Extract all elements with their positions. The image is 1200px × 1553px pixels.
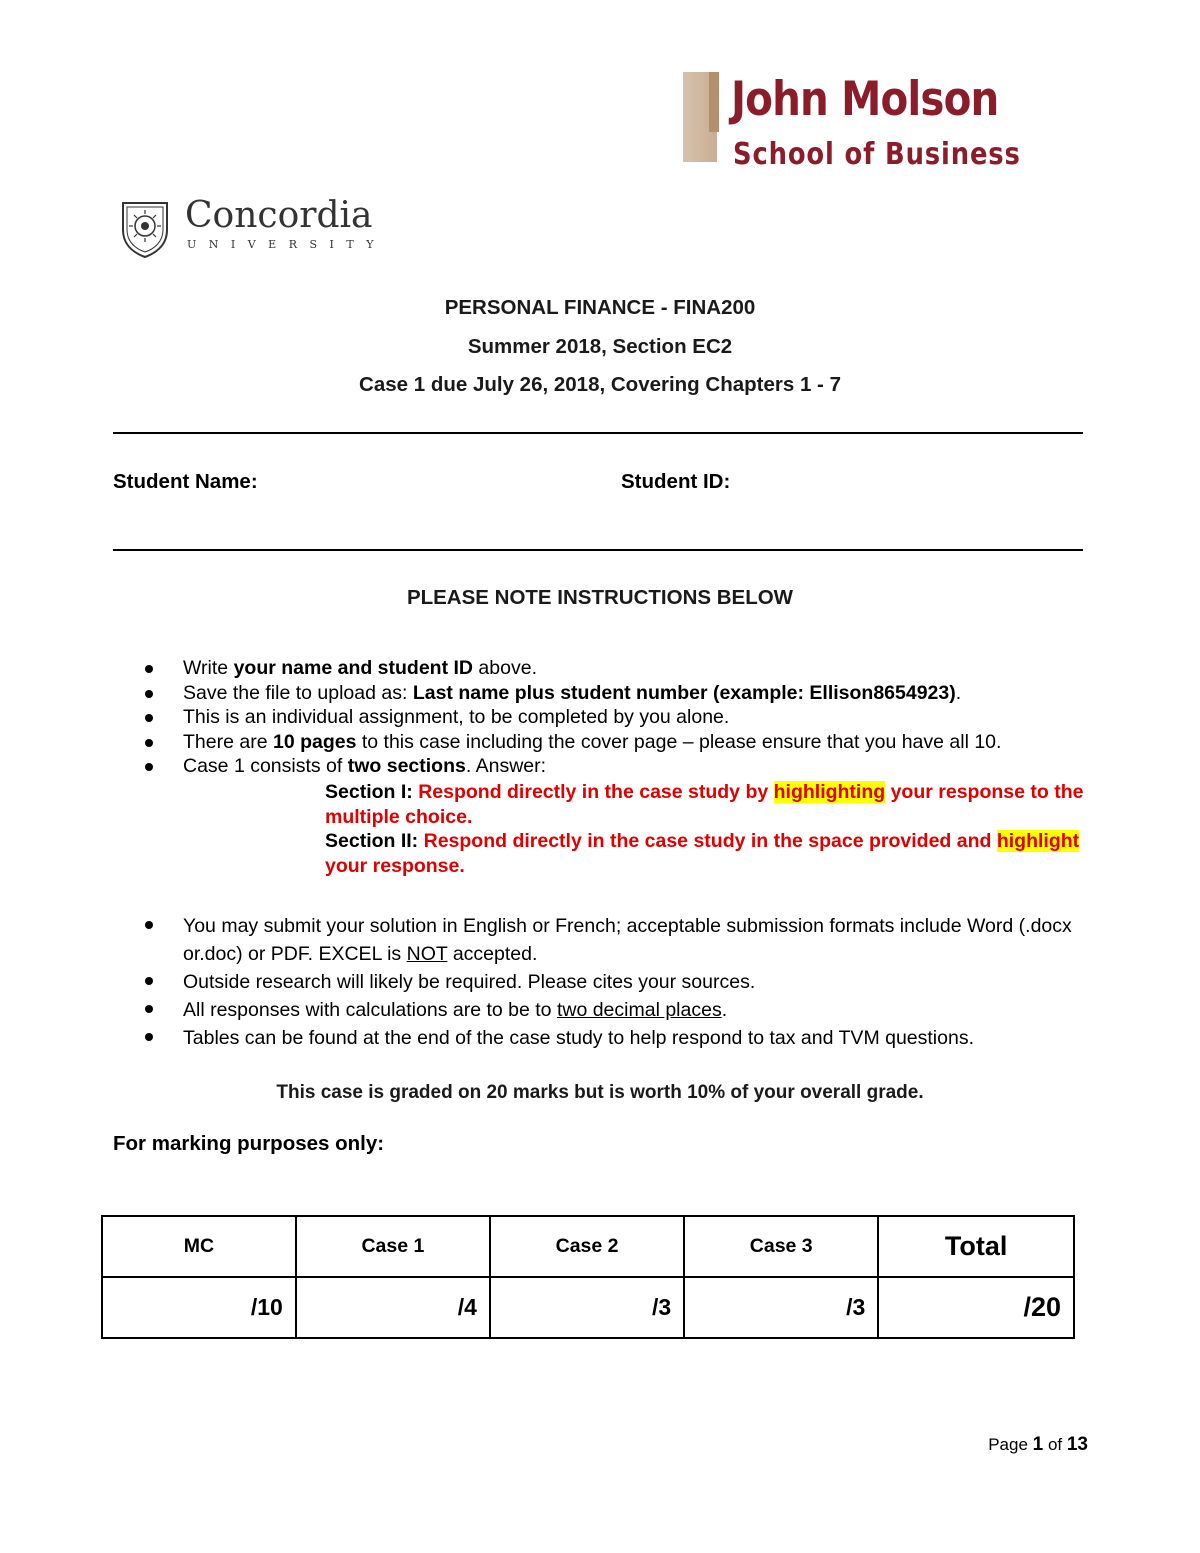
- instruction-list: [143, 656, 1103, 779]
- section-instructions: [325, 780, 1085, 878]
- john-molson-logo: [683, 70, 1021, 180]
- table-row: [102, 1277, 1074, 1338]
- list-item: Save the file to upload as: Last name plus student number (example: Ellison8654923).: [143, 681, 1103, 706]
- grading-note: This case is graded on 20 marks but is worth 10% of your overall grade.: [276, 1082, 924, 1103]
- mark-cell: /3: [490, 1277, 684, 1338]
- header-cell: Case 2: [490, 1216, 684, 1277]
- table-row: [102, 1216, 1074, 1277]
- student-id-label: Student ID:: [621, 470, 731, 493]
- mark-cell: /4: [296, 1277, 490, 1338]
- concordia-logo: [120, 195, 386, 260]
- instruction-list-2: [143, 912, 1103, 1052]
- course-title: PERSONAL FINANCE - FINA200: [444, 296, 756, 319]
- student-name-label: Student Name:: [113, 470, 258, 493]
- list-item: Outside research will likely be required. Please cites your sources.: [143, 968, 1103, 996]
- list-item: All responses with calculations are to be to two decimal places.: [143, 996, 1103, 1024]
- header-cell: Case 1: [296, 1216, 490, 1277]
- jmsb-subtitle: School of Business: [733, 137, 1021, 172]
- logo-bar-accent-icon: [709, 72, 719, 132]
- list-item: Write your name and student ID above.: [143, 656, 1103, 681]
- header-cell: MC: [102, 1216, 296, 1277]
- concordia-name: Concordia: [185, 195, 373, 236]
- concordia-university: UNIVERSITY: [187, 238, 386, 251]
- jmsb-title: John Molson: [731, 72, 999, 127]
- mark-cell: /20: [878, 1277, 1074, 1338]
- divider: [113, 432, 1083, 434]
- case-due-line: Case 1 due July 26, 2018, Covering Chapters 1 - 7: [359, 373, 841, 396]
- list-item: There are 10 pages to this case including the cover page – please ensure that you have all 10.: [143, 730, 1103, 755]
- list-item: You may submit your solution in English or French; acceptable submission formats include Word (.docx or.doc) or PDF. EXCEL is NOT accepted.: [143, 912, 1103, 968]
- header-cell: Case 3: [684, 1216, 878, 1277]
- mark-cell: /10: [102, 1277, 296, 1338]
- instructions-heading: PLEASE NOTE INSTRUCTIONS BELOW: [406, 586, 794, 609]
- section-2-instruction: Section II: Respond directly in the case study in the space provided and highlight your response.: [325, 830, 1080, 877]
- divider: [113, 549, 1083, 551]
- mark-cell: /3: [684, 1277, 878, 1338]
- list-item: This is an individual assignment, to be completed by you alone.: [143, 705, 1103, 730]
- marks-table: [101, 1215, 1075, 1339]
- marking-label: For marking purposes only:: [113, 1132, 385, 1155]
- course-term: Summer 2018, Section EC2: [467, 335, 733, 358]
- list-item: Tables can be found at the end of the case study to help respond to tax and TVM questions.: [143, 1024, 1103, 1052]
- list-item: Case 1 consists of two sections. Answer:: [143, 754, 1103, 779]
- section-1-instruction: Section I: Respond directly in the case study by highlighting your response to the multiple choice.: [325, 781, 1084, 828]
- concordia-seal-icon: [120, 200, 170, 258]
- header-cell: Total: [878, 1216, 1074, 1277]
- page-number: Page 1 of 13: [988, 1434, 1088, 1455]
